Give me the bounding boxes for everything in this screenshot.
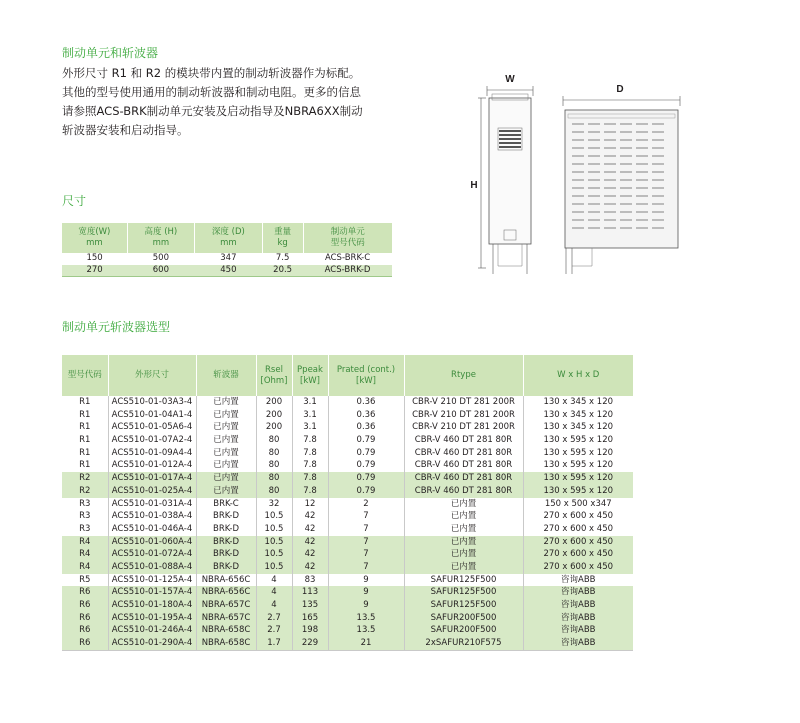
cell-prated: 9 <box>328 574 404 587</box>
cell-rtype: CBR-V 460 DT 281 80R <box>404 472 523 485</box>
table-row <box>62 561 633 574</box>
intro-line: 外形尺寸 R1 和 R2 的模块带内置的制动斩波器作为标配。 <box>62 66 361 80</box>
cell-whd: 咨询ABB <box>523 586 633 599</box>
table-row <box>62 421 633 434</box>
cell-frame: R2 <box>62 472 108 485</box>
cell-ppeak: 3.1 <box>292 409 328 422</box>
cell-type-code: ACS510-01-012A-4 <box>108 459 196 472</box>
cell-ppeak: 7.8 <box>292 447 328 460</box>
cell-prated: 13.5 <box>328 612 404 625</box>
cell-whd: 咨询ABB <box>523 637 633 650</box>
table-row <box>62 624 633 637</box>
cell-rsel: 200 <box>256 396 292 409</box>
table-row <box>62 485 633 498</box>
col-header-chopper: 斩波器 <box>196 355 256 396</box>
cell-type-code: ACS510-01-038A-4 <box>108 510 196 523</box>
cell-chopper: NBRA-658C <box>196 637 256 650</box>
cell-type-code: ACS510-01-157A-4 <box>108 586 196 599</box>
cell-rsel: 2.7 <box>256 624 292 637</box>
cell-prated: 9 <box>328 599 404 612</box>
cell-rsel: 200 <box>256 421 292 434</box>
table-row <box>62 637 633 650</box>
table-row <box>62 409 633 422</box>
cell-rtype: CBR-V 210 DT 281 200R <box>404 396 523 409</box>
cell-whd: 270 x 600 x 450 <box>523 561 633 574</box>
cell-prated: 0.79 <box>328 485 404 498</box>
cell-prated: 0.36 <box>328 396 404 409</box>
cell-rtype: 已内置 <box>404 561 523 574</box>
table-row <box>62 599 633 612</box>
cell-chopper: 已内置 <box>196 434 256 447</box>
cell-rtype: CBR-V 210 DT 281 200R <box>404 409 523 422</box>
table-row <box>62 612 633 625</box>
cell-frame: R3 <box>79 498 91 509</box>
cell-rtype: SAFUR200F500 <box>404 612 523 625</box>
table-row <box>62 265 392 277</box>
cell-rsel: 80 <box>256 472 292 485</box>
cell-frame: R6 <box>62 637 108 650</box>
cell-brake-unit: ACS-BRK-C <box>324 253 371 263</box>
cell-ppeak: 7.8 <box>292 434 328 447</box>
cell-type-code: ACS510-01-017A-4 <box>108 472 196 485</box>
table-row <box>62 396 633 409</box>
cell-frame: R1 <box>79 447 91 458</box>
cell-type-code: ACS510-01-025A-4 <box>108 485 196 498</box>
cell-chopper: NBRA-657C <box>196 612 256 625</box>
cell-weight: 20.5 <box>262 265 303 277</box>
table-header-row <box>62 355 633 396</box>
cell-chopper: BRK-D <box>196 536 256 549</box>
cell-prated: 7 <box>328 536 404 549</box>
cell-ppeak: 165 <box>292 612 328 625</box>
cell-rtype: CBR-V 210 DT 281 200R <box>404 421 523 434</box>
cell-type-code: ACS510-01-07A2-4 <box>108 434 196 447</box>
cell-whd: 130 x 595 x 120 <box>523 447 633 460</box>
cell-prated: 7 <box>328 561 404 574</box>
cell-frame: R4 <box>62 536 108 549</box>
cell-frame: R6 <box>62 586 108 599</box>
cell-height: 500 <box>152 253 169 263</box>
col-header-frame-size: 外形尺寸 <box>108 355 196 396</box>
cell-rsel: 80 <box>256 485 292 498</box>
cell-frame: R3 <box>79 523 91 534</box>
table-row <box>62 548 633 561</box>
cell-rsel: 80 <box>256 447 292 460</box>
cell-width: 270 <box>62 265 127 277</box>
cell-prated: 7 <box>328 523 404 536</box>
cell-chopper: BRK-D <box>196 561 256 574</box>
cell-ppeak: 113 <box>292 586 328 599</box>
cell-type-code: ACS510-01-05A6-4 <box>108 421 196 434</box>
cell-ppeak: 7.8 <box>292 485 328 498</box>
cell-whd: 咨询ABB <box>523 612 633 625</box>
cell-rtype: CBR-V 460 DT 281 80R <box>404 459 523 472</box>
section-heading-chopper-selection: 制动单元斩波器选型 <box>62 320 171 334</box>
cell-rsel: 10.5 <box>256 548 292 561</box>
cell-rsel: 2.7 <box>256 612 292 625</box>
cell-type-code: ACS510-01-195A-4 <box>108 612 196 625</box>
cell-ppeak: 12 <box>292 498 328 511</box>
cell-type-code: ACS510-01-246A-4 <box>108 624 196 637</box>
cell-type-code: ACS510-01-180A-4 <box>108 599 196 612</box>
cell-whd: 130 x 595 x 120 <box>523 459 633 472</box>
cell-chopper: BRK-D <box>196 510 256 523</box>
cell-frame: R6 <box>62 624 108 637</box>
cell-ppeak: 42 <box>292 536 328 549</box>
cell-rsel: 80 <box>256 459 292 472</box>
cell-frame: R2 <box>62 485 108 498</box>
cell-frame: R3 <box>79 511 91 522</box>
cell-ppeak: 42 <box>292 523 328 536</box>
cell-ppeak: 7.8 <box>292 472 328 485</box>
cell-frame: R4 <box>62 561 108 574</box>
cell-rtype: SAFUR200F500 <box>404 624 523 637</box>
intro-paragraph <box>62 64 363 140</box>
cell-rsel: 10.5 <box>256 523 292 536</box>
cell-prated: 13.5 <box>328 624 404 637</box>
dimension-drawing <box>468 70 708 280</box>
cell-whd: 咨询ABB <box>523 599 633 612</box>
cell-rtype: 已内置 <box>404 498 523 511</box>
cell-prated: 7 <box>328 510 404 523</box>
cell-rsel: 4 <box>256 586 292 599</box>
cell-whd: 270 x 600 x 450 <box>523 510 633 523</box>
cell-rtype: SAFUR125F500 <box>404 574 523 587</box>
col-header-ppeak: Ppeak [kW] <box>292 355 328 396</box>
cell-type-code: ACS510-01-09A4-4 <box>108 447 196 460</box>
table-row <box>62 586 633 599</box>
cell-prated: 0.79 <box>328 472 404 485</box>
w-label: W <box>505 74 515 85</box>
cell-type-code: ACS510-01-060A-4 <box>108 536 196 549</box>
table-row <box>62 523 633 536</box>
cell-chopper: 已内置 <box>196 409 256 422</box>
cell-rtype: 已内置 <box>404 510 523 523</box>
cell-frame: R1 <box>79 397 91 407</box>
cell-whd: 咨询ABB <box>523 624 633 637</box>
table-row <box>62 510 633 523</box>
cell-frame: R4 <box>62 548 108 561</box>
cell-frame: R1 <box>79 460 91 471</box>
table-row <box>62 447 633 460</box>
cell-frame: R6 <box>62 612 108 625</box>
cell-rtype: CBR-V 460 DT 281 80R <box>404 485 523 498</box>
cell-whd: 130 x 345 x 120 <box>523 409 633 422</box>
table-row <box>62 536 633 549</box>
cell-frame: R5 <box>79 574 91 585</box>
cell-chopper: NBRA-657C <box>196 599 256 612</box>
cell-chopper: BRK-D <box>196 523 256 536</box>
col-header-type-code: 型号代码 <box>62 355 108 396</box>
side-view-outline <box>565 110 678 248</box>
cell-chopper: NBRA-658C <box>196 624 256 637</box>
cell-whd: 270 x 600 x 450 <box>523 536 633 549</box>
cell-rsel: 10.5 <box>256 561 292 574</box>
cell-type-code: ACS510-01-031A-4 <box>108 498 196 511</box>
cell-chopper: 已内置 <box>196 421 256 434</box>
cell-whd: 270 x 600 x 450 <box>523 523 633 536</box>
cell-rsel: 10.5 <box>256 510 292 523</box>
cell-height: 600 <box>127 265 194 277</box>
cell-whd: 130 x 595 x 120 <box>523 472 633 485</box>
col-header-brake-unit: 制动单元 型号代码 <box>303 223 392 253</box>
cell-ppeak: 229 <box>292 637 328 650</box>
col-header-weight: 重量 kg <box>262 223 303 253</box>
dimensions-table <box>62 223 392 277</box>
cell-rsel: 200 <box>256 409 292 422</box>
section-heading-brake-chopper: 制动单元和斩波器 <box>62 46 159 60</box>
cell-chopper: 已内置 <box>196 472 256 485</box>
cell-rtype: SAFUR125F500 <box>404 586 523 599</box>
col-header-whd: W x H x D <box>523 355 633 396</box>
cell-rtype: 已内置 <box>404 536 523 549</box>
cell-rsel: 4 <box>256 574 292 587</box>
cell-rsel: 4 <box>256 599 292 612</box>
cell-rtype: 2xSAFUR210F575 <box>404 637 523 650</box>
cell-prated: 2 <box>328 498 404 511</box>
cell-type-code: ACS510-01-03A3-4 <box>108 396 196 409</box>
cell-frame: R6 <box>62 599 108 612</box>
cell-type-code: ACS510-01-04A1-4 <box>108 409 196 422</box>
cell-type-code: ACS510-01-125A-4 <box>108 574 196 587</box>
cell-frame: R1 <box>79 435 91 446</box>
cell-frame: R1 <box>79 409 91 420</box>
col-header-width: 宽度(W) mm <box>62 223 127 253</box>
cell-whd: 130 x 345 x 120 <box>523 421 633 434</box>
cell-chopper: 已内置 <box>196 396 256 409</box>
cell-ppeak: 3.1 <box>292 396 328 409</box>
cell-ppeak: 198 <box>292 624 328 637</box>
cell-depth: 347 <box>220 253 237 263</box>
cell-prated: 7 <box>328 548 404 561</box>
cell-ppeak: 135 <box>292 599 328 612</box>
cell-whd: 150 x 500 x347 <box>523 498 633 511</box>
cell-ppeak: 42 <box>292 561 328 574</box>
cell-prated: 0.36 <box>328 409 404 422</box>
section-heading-dimensions: 尺寸 <box>62 194 87 208</box>
cell-ppeak: 42 <box>292 548 328 561</box>
h-label: H <box>470 180 478 191</box>
cell-chopper: 已内置 <box>196 459 256 472</box>
cell-chopper: NBRA-656C <box>196 586 256 599</box>
cell-rtype: 已内置 <box>404 523 523 536</box>
cell-width: 150 <box>86 253 103 263</box>
d-label: D <box>616 84 624 95</box>
cell-ppeak: 7.8 <box>292 459 328 472</box>
cell-weight: 7.5 <box>275 253 290 263</box>
cell-brake-unit: ACS-BRK-D <box>303 265 392 277</box>
cell-prated: 9 <box>328 586 404 599</box>
cell-type-code: ACS510-01-088A-4 <box>108 561 196 574</box>
cell-chopper: BRK-C <box>196 498 256 511</box>
col-header-prated: Prated (cont.) [kW] <box>328 355 404 396</box>
cell-prated: 0.79 <box>328 434 404 447</box>
col-header-depth: 深度 (D) mm <box>195 223 263 253</box>
table-row <box>62 459 633 472</box>
intro-line: 请参照ACS-BRK制动单元安装及启动指导及NBRA6XX制动 <box>62 104 363 118</box>
cell-prated: 0.79 <box>328 447 404 460</box>
cell-rsel: 80 <box>256 434 292 447</box>
cell-rtype: CBR-V 460 DT 281 80R <box>404 447 523 460</box>
table-row <box>62 434 633 447</box>
cell-chopper: 已内置 <box>196 485 256 498</box>
cell-prated: 21 <box>328 637 404 650</box>
cell-rtype: SAFUR125F500 <box>404 599 523 612</box>
cell-prated: 0.36 <box>328 421 404 434</box>
cell-type-code: ACS510-01-046A-4 <box>108 523 196 536</box>
table-row <box>62 574 633 587</box>
front-view-outline <box>489 98 531 244</box>
cell-prated: 0.79 <box>328 459 404 472</box>
col-header-rsel: Rsel [Ohm] <box>256 355 292 396</box>
table-header-row <box>62 223 392 253</box>
col-header-height: 高度 (H) mm <box>127 223 194 253</box>
cell-ppeak: 3.1 <box>292 421 328 434</box>
cell-frame: R1 <box>79 422 91 433</box>
cell-rtype: CBR-V 460 DT 281 80R <box>404 434 523 447</box>
cell-chopper: 已内置 <box>196 447 256 460</box>
cell-rsel: 32 <box>256 498 292 511</box>
cell-rsel: 1.7 <box>256 637 292 650</box>
table-row <box>62 253 392 265</box>
cell-whd: 咨询ABB <box>523 574 633 587</box>
table-row <box>62 472 633 485</box>
cell-whd: 130 x 595 x 120 <box>523 485 633 498</box>
cell-chopper: BRK-D <box>196 548 256 561</box>
cell-rsel: 10.5 <box>256 536 292 549</box>
cell-ppeak: 42 <box>292 510 328 523</box>
table-row <box>62 498 633 511</box>
cell-rtype: 已内置 <box>404 548 523 561</box>
cell-whd: 270 x 600 x 450 <box>523 548 633 561</box>
cell-depth: 450 <box>195 265 263 277</box>
cell-whd: 130 x 595 x 120 <box>523 434 633 447</box>
intro-line: 其他的型号使用通用的制动斩波器和制动电阻。更多的信息 <box>62 85 361 99</box>
cell-type-code: ACS510-01-072A-4 <box>108 548 196 561</box>
cell-chopper: NBRA-656C <box>196 574 256 587</box>
cell-ppeak: 83 <box>292 574 328 587</box>
intro-line: 斩波器安装和启动指导。 <box>62 123 189 137</box>
cell-type-code: ACS510-01-290A-4 <box>108 637 196 650</box>
chopper-selection-table <box>62 355 633 651</box>
cell-whd: 130 x 345 x 120 <box>523 396 633 409</box>
col-header-rtype: Rtype <box>404 355 523 396</box>
